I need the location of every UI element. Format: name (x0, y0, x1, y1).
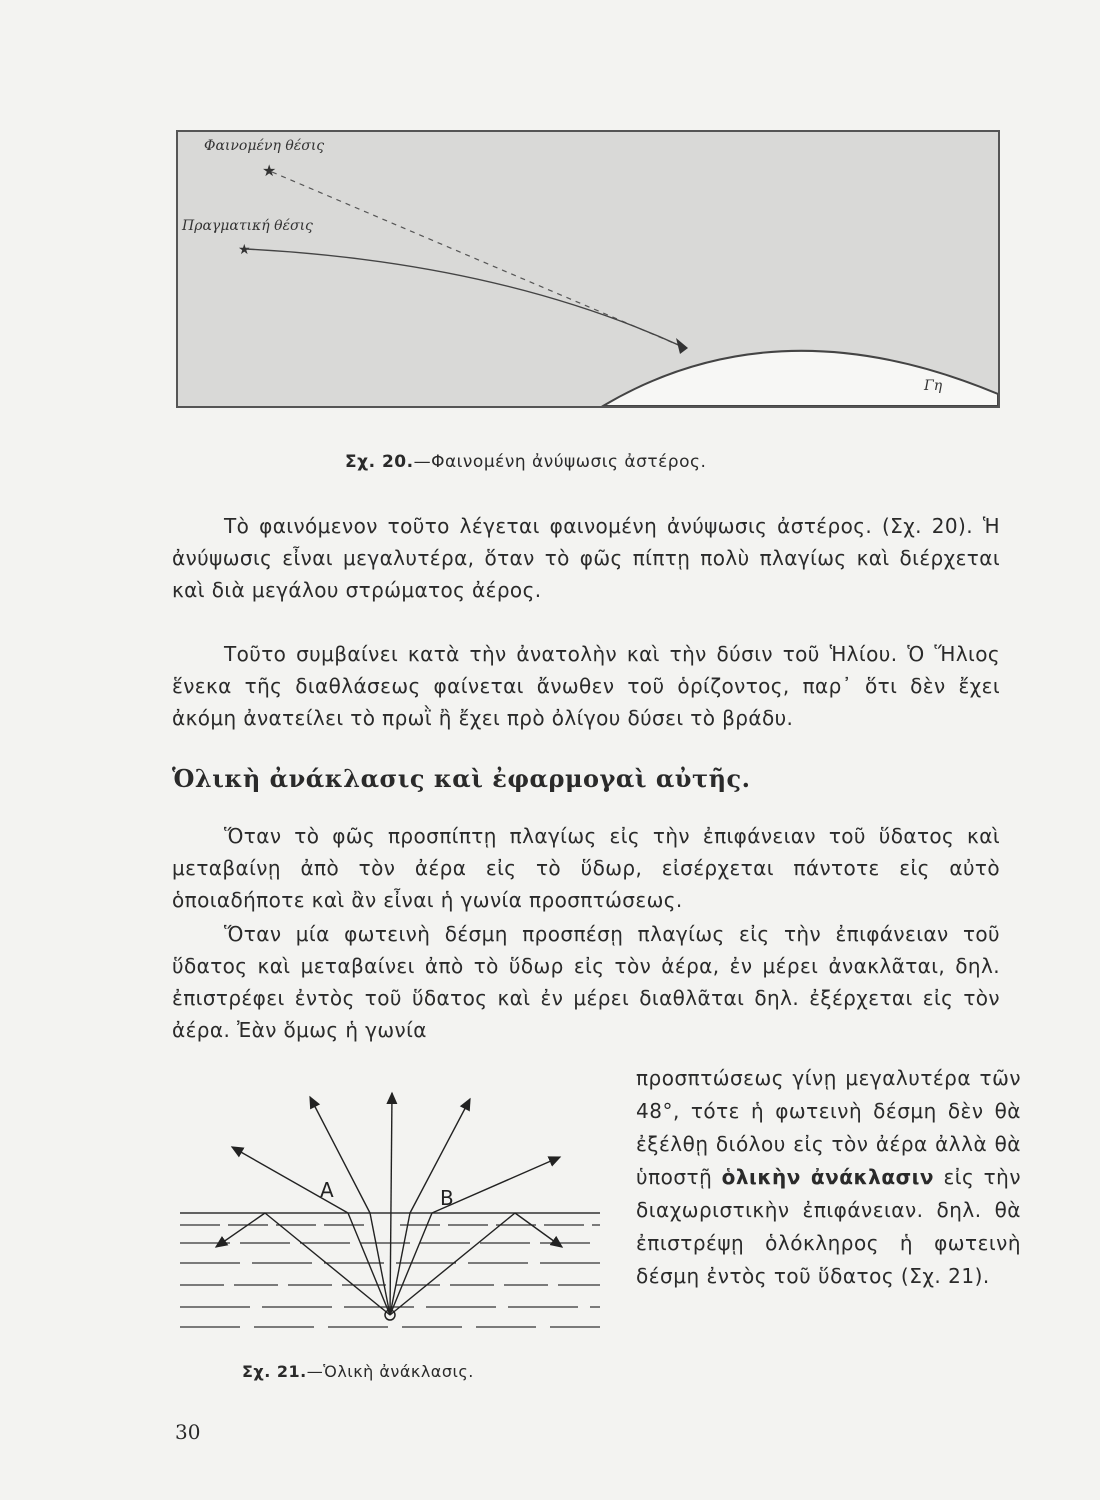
real-star-icon: ★ (238, 242, 251, 258)
paragraph-2: Τοῦτο συμβαίνει κατὰ τὴν ἀνατολὴν καὶ τὴν δύσιν τοῦ Ἡλίου. Ὁ Ἥλιος ἕνεκα τῆς διαθλάσεως φαίνεται ἄνωθεν τοῦ ὁρίζοντος, παρ᾽ ὅτι δὲν ἔχει ἀκόμη ἀνατείλει τὸ πρωῒ ἢ ἔχει πρὸ ὀλίγου δύσει τὸ βράδυ. (172, 642, 1000, 730)
figure-21-caption: Σχ. 21.—Ὁλικὴ ἀνάκλασις. (242, 1362, 474, 1381)
figure-20-caption: Σχ. 20.—Φαινομένη ἀνύψωσις ἀστέρος. (345, 452, 707, 472)
paragraph-1: Τὸ φαινόμενον τοῦτο λέγεται φαινομένη ἀνύψωσις ἀστέρος. (Σχ. 20). Ἡ ἀνύψωσις εἶναι μεγαλυτέρα, ὅταν τὸ φῶς πίπτῃ πολὺ πλαγίως καὶ διέρχεται καὶ διὰ μεγάλου στρώματος ἀέρος. (172, 514, 1000, 602)
total-reflection-term: ὁλικὴν ἀνάκλασιν (721, 1165, 935, 1189)
figure-20-apparent-elevation (176, 130, 1000, 408)
label-b: B (440, 1186, 454, 1210)
real-ray-line (246, 249, 683, 347)
paragraph-3: Ὅταν τὸ φῶς προσπίπτῃ πλαγίως εἰς τὴν ἐπιφάνειαν τοῦ ὕδατος καὶ μεταβαίνῃ ἀπὸ τὸν ἀέρα εἰς τὸ ὕδωρ, εἰσέρχεται πάντοτε εἰς αὐτὸ ὁποιαδήποτε καὶ ἂν εἶναι ἡ γωνία προσπτώσεως. (172, 824, 1000, 912)
label-real-position: Πραγματική θέσις (182, 218, 313, 234)
figure-20-drawing (178, 132, 998, 406)
page-number: 30 (175, 1420, 201, 1444)
figure-21-drawing (170, 1085, 610, 1345)
apparent-star-icon: ★ (262, 161, 277, 180)
figure-21-total-reflection (170, 1085, 610, 1349)
paragraph-4: Ὅταν μία φωτεινὴ δέσμη προσπέσῃ πλαγίως εἰς τὴν ἐπιφάνειαν τοῦ ὕδατος καὶ μεταβαίνει ἀπὸ τὸ ὕδωρ εἰς τὸν ἀέρα, ἐν μέρει ἀνακλᾶται, δηλ. ἐπιστρέφει ἐντὸς τοῦ ὕδατος καὶ ἐν μέρει διαθλᾶται δηλ. ἐξέρχεται εἰς τὸν ἀέρα. Ἐὰν ὅμως ἡ γωνία (172, 922, 1000, 1042)
label-earth: Γη (924, 378, 943, 394)
section-heading: Ὁλικὴ ἀνάκλασις καὶ ἐφαρμογαὶ αὐτῆς. (172, 764, 751, 793)
light-rays (216, 1093, 562, 1315)
label-a: A (320, 1178, 334, 1202)
label-apparent-position: Φαινομένη θέσις (204, 138, 325, 154)
observer-icon (676, 338, 688, 354)
side-text: προσπτώσεως γίνῃ μεγαλυτέρα τῶν 48°, τότε ἡ φωτεινὴ δέσμη δὲν θὰ ἐξέλθῃ διόλου εἰς τὸν ἀέρα ἀλλὰ θὰ ὑποστῇ ὁλικὴν ἀνάκλασιν εἰς τὴν διαχωριστικὴν ἐπιφάνειαν. δηλ. θὰ ἐπιστρέψῃ ὁλόκληρος ἡ φωτεινὴ δέσμη ἐντὸς τοῦ ὕδατος (Σχ. 21). (636, 1066, 1022, 1288)
